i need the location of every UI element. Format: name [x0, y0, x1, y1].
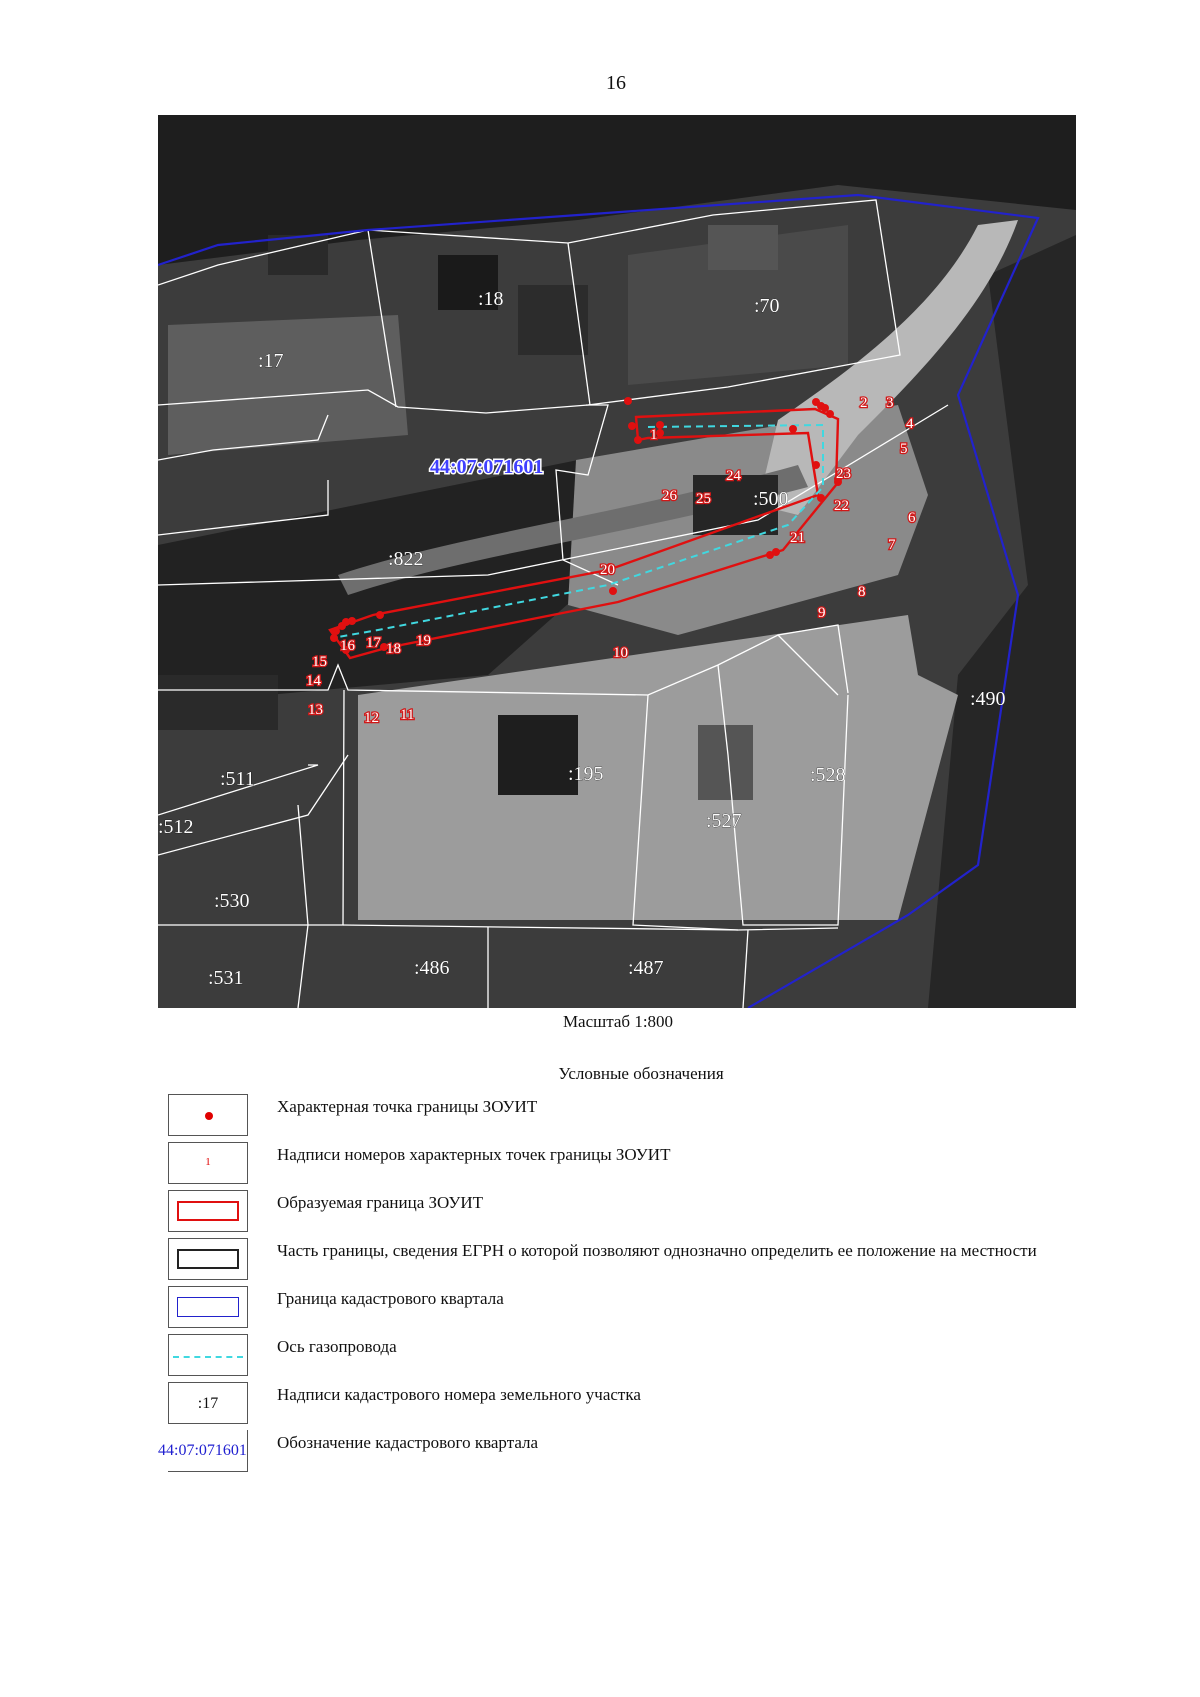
- point-label: 24: [726, 468, 741, 484]
- point-label: 23: [836, 466, 851, 482]
- parcel-number-sample: :17: [197, 1395, 219, 1412]
- point-label: 8: [858, 584, 866, 600]
- legend-sample: [168, 1142, 248, 1184]
- parcel-label: :490: [970, 688, 1006, 710]
- quarter-label: 44:07:071601: [430, 456, 544, 478]
- legend-sample: [168, 1190, 248, 1232]
- point-label: 9: [818, 605, 826, 621]
- point-label: 11: [400, 707, 415, 723]
- point-label: 16: [340, 638, 355, 654]
- point-label: 10: [613, 645, 628, 661]
- dashed-line-icon: [173, 1356, 243, 1358]
- black-rectangle-icon: [177, 1249, 239, 1269]
- parcel-label: :486: [414, 957, 450, 979]
- legend-text: Часть границы, сведения ЕГРН о которой позволяют однозначно определить ее положение на местности: [277, 1241, 1037, 1260]
- parcel-label: :17: [258, 350, 284, 372]
- scale-text: Масштаб 1:800: [562, 1012, 674, 1031]
- point-label: 6: [908, 510, 916, 526]
- legend-sample: [168, 1286, 248, 1328]
- parcel-label: :18: [478, 288, 504, 310]
- parcel-label: :528: [810, 764, 846, 786]
- red-dot-icon: [205, 1112, 213, 1120]
- parcel-label: :511: [220, 768, 255, 790]
- legend-text: Образуемая граница ЗОУИТ: [277, 1193, 484, 1212]
- cadastral-map: [158, 115, 1076, 1008]
- parcel-label: :500: [753, 488, 789, 510]
- map-canvas: [158, 115, 1076, 1008]
- point-label: 19: [416, 633, 431, 649]
- parcel-label: :70: [754, 295, 780, 317]
- page-number: 16: [606, 72, 626, 94]
- legend-sample: [158, 1430, 248, 1472]
- point-label: 17: [366, 635, 381, 651]
- legend-text: Граница кадастрового квартала: [277, 1289, 504, 1308]
- point-label: 13: [308, 702, 323, 718]
- point-label: 1: [650, 427, 658, 443]
- parcel-label: :195: [568, 763, 604, 785]
- point-label: 7: [888, 537, 896, 553]
- red-rectangle-icon: [177, 1201, 239, 1221]
- point-label: 14: [306, 673, 321, 689]
- legend-text: Надписи кадастрового номера земельного участка: [277, 1385, 641, 1404]
- blue-rectangle-icon: [177, 1297, 239, 1317]
- parcel-label: :822: [388, 548, 424, 570]
- legend-text: Характерная точка границы ЗОУИТ: [277, 1097, 538, 1116]
- parcel-label: :487: [628, 957, 664, 979]
- legend-sample: [168, 1334, 248, 1376]
- point-label: 2: [860, 395, 868, 411]
- legend-text: Надписи номеров характерных точек границы ЗОУИТ: [277, 1145, 671, 1164]
- legend-title: Условные обозначения: [558, 1064, 724, 1083]
- house: [708, 225, 778, 270]
- point-label: 15: [312, 654, 327, 670]
- point-label: 5: [900, 441, 908, 457]
- point-label: 4: [906, 416, 914, 432]
- parcel-label: :531: [208, 967, 244, 989]
- point-label: 25: [696, 491, 711, 507]
- legend-sample: [168, 1382, 248, 1424]
- house: [158, 675, 278, 730]
- quarter-label-sample: 44:07:071601: [158, 1442, 247, 1459]
- legend-sample: [168, 1238, 248, 1280]
- point-label: 26: [662, 488, 677, 504]
- parcel-label: :512: [158, 816, 194, 838]
- point-label: 22: [834, 498, 849, 514]
- house: [498, 715, 578, 795]
- point-label: 21: [790, 530, 805, 546]
- parcel-label: :527: [706, 810, 742, 832]
- point-number-sample: 1: [205, 1156, 211, 1168]
- point-label: 3: [886, 395, 894, 411]
- point-label: 20: [600, 562, 615, 578]
- point-label: 12: [364, 710, 379, 726]
- legend-sample: [168, 1094, 248, 1136]
- legend-text: Обозначение кадастрового квартала: [277, 1433, 539, 1452]
- parcel-label: :530: [214, 890, 250, 912]
- point-label: 18: [386, 641, 401, 657]
- legend-text: Ось газопровода: [277, 1337, 397, 1356]
- clearing: [168, 315, 408, 455]
- house: [518, 285, 588, 355]
